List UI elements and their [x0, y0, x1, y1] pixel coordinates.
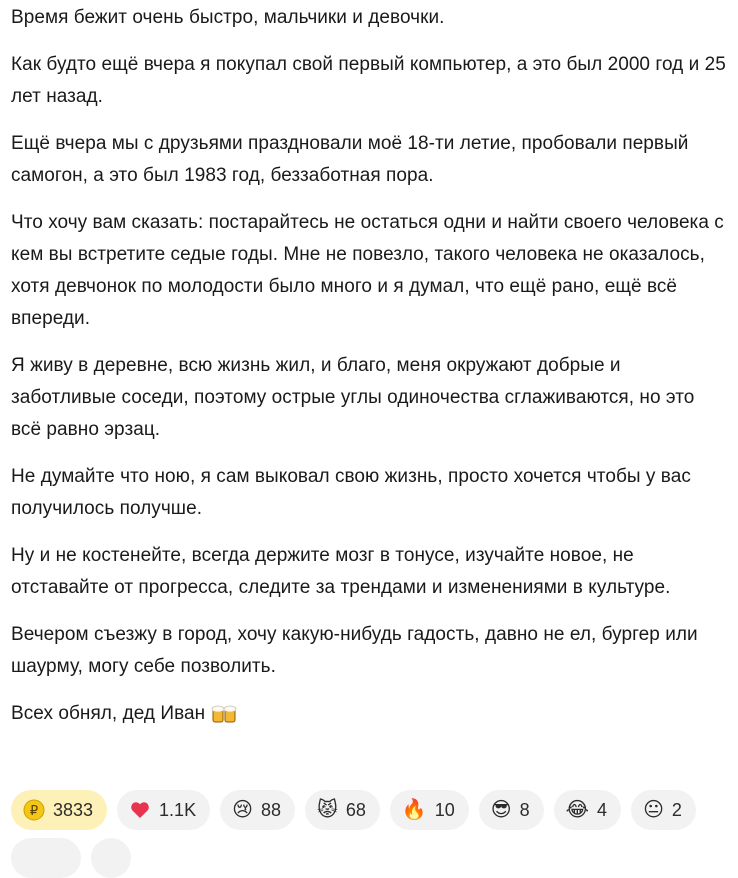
sunglasses-face-icon: 😎 — [490, 799, 512, 821]
signature — [0, 698, 738, 730]
reaction-count: 4 — [597, 799, 608, 820]
ruble-coin-icon — [23, 799, 45, 821]
reaction-count: 68 — [345, 799, 366, 820]
beer-mugs-icon — [211, 702, 237, 726]
paragraph: Вечером съезжу в город, хочу какую-нибудь гадость, давно не ел, бургер или шаурму, могу себе позволить. — [11, 624, 698, 677]
paragraph: Не думайте что ною, я сам выковал свою жизнь, просто хочется чтобы у вас получилось получше. — [11, 466, 691, 519]
reaction-neutral-button[interactable] — [631, 790, 696, 830]
paragraph: Что хочу вам сказать: постарайтесь не остаться одни и найти своего человека с кем вы встретите седые годы. Мне не повезло, такого человека не оказалось, хотя девчонок по молодости было много и я думал, что ещё рано, ещё всё впереди. — [11, 212, 724, 329]
reaction-count: 10 — [434, 799, 455, 820]
neutral-face-icon: 😐 — [643, 799, 664, 821]
paragraph: Время бежит очень быстро, мальчики и девочки. — [11, 7, 445, 28]
reaction-laugh-button[interactable] — [554, 790, 621, 830]
fire-icon: 🔥 — [401, 799, 427, 821]
paragraph: Я живу в деревне, всю жизнь жил, и благо, меня окружают добрые и заботливые соседи, поэтому острые углы одиночества сглаживаются, но это всё равно эрзац. — [11, 355, 695, 440]
reaction-chip-partial[interactable] — [11, 838, 81, 878]
paragraph: Ещё вчера мы с друзьями праздновали моё 18-ти летие, пробовали первый самогон, а это был 1983 год, беззаботная пора. — [11, 133, 689, 186]
reaction-count: 8 — [519, 799, 530, 820]
reactions-row-2 — [11, 838, 131, 878]
tears-of-joy-icon: 😂 — [565, 799, 590, 821]
reaction-angry-button[interactable] — [305, 790, 380, 830]
reaction-count: 2 — [671, 799, 682, 820]
reaction-crying-button[interactable] — [220, 790, 295, 830]
reaction-sunglasses-button[interactable] — [479, 790, 544, 830]
reaction-chip-partial[interactable] — [91, 838, 131, 878]
reaction-count: 3833 — [53, 799, 94, 820]
paragraph: Ну и не костенейте, всегда держите мозг в тонусе, изучайте новое, не отставайте от прогресса, следите за трендами и изменениями в культуре. — [11, 545, 671, 598]
reaction-count: 88 — [260, 799, 281, 820]
svg-text:₽: ₽ — [29, 804, 39, 819]
paragraph: Как будто ещё вчера я покупал свой первый компьютер, а это был 2000 год и 25 лет назад. — [11, 54, 726, 107]
reactions-bar — [11, 790, 696, 830]
heart-icon — [129, 799, 151, 821]
reaction-fire-button[interactable] — [390, 790, 469, 830]
reaction-count: 1.1K — [159, 799, 197, 820]
angry-face-icon: 😾 — [316, 799, 338, 821]
reaction-coin-button[interactable] — [11, 790, 107, 830]
signature-text: Всех обнял, дед Иван — [11, 703, 206, 724]
reaction-heart-button[interactable] — [117, 790, 210, 830]
crying-face-icon: 😢 — [232, 799, 253, 821]
